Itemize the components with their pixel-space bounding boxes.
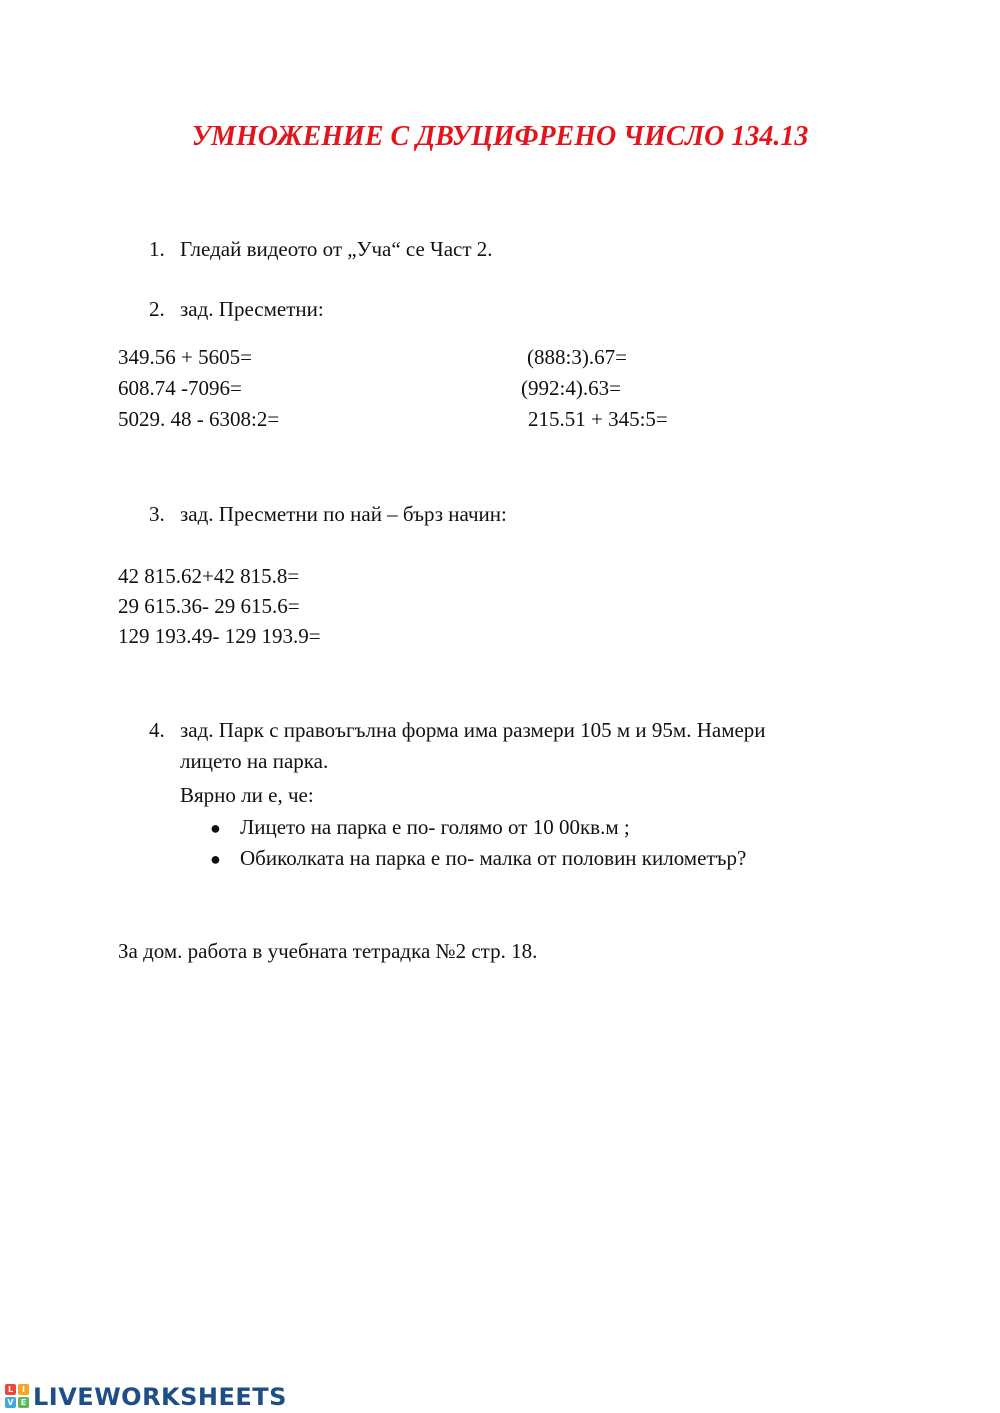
task-4-question: Вярно ли е, че: [180, 783, 314, 807]
logo-block: E [18, 1397, 29, 1408]
task-1 [149, 236, 493, 262]
task-3 [149, 501, 507, 527]
list-item-text: Лицето на парка е по- голямо от 10 00кв.м ; [240, 815, 630, 839]
homework-note: За дом. работа в учебната тетрадка №2 стр. 18. [118, 939, 538, 963]
logo-block: V [5, 1397, 16, 1408]
task-4 [149, 717, 766, 743]
liveworksheets-logo[interactable] [5, 1382, 287, 1412]
task-4-number: 4. [149, 718, 165, 742]
task-2 [149, 296, 324, 322]
task-4-text: зад. Парк с правоъгълна форма има размери 105 м и 95м. Намери [180, 718, 766, 742]
task-2-expression: (992:4).63= [521, 376, 621, 400]
task-2-expression: 5029. 48 - 6308:2= [118, 407, 280, 431]
task-2-expression: 608.74 -7096= [118, 376, 242, 400]
task-2-expression: 349.56 + 5605= [118, 345, 252, 369]
task-2-expression: (888:3).67= [527, 345, 627, 369]
logo-block: L [5, 1384, 16, 1395]
task-4-text-cont: лицето на парка. [180, 749, 329, 773]
task-3-expression: 129 193.49- 129 193.9= [118, 624, 321, 648]
logo-block: I [18, 1384, 29, 1395]
logo-text: LIVEWORKSHEETS [33, 1383, 287, 1411]
task-1-number: 1. [149, 237, 165, 261]
task-3-expression: 29 615.36- 29 615.6= [118, 594, 300, 618]
bullet-icon: ● [210, 818, 221, 838]
task-1-text: Гледай видеото от „Уча“ се Част 2. [180, 237, 493, 261]
task-3-expression: 42 815.62+42 815.8= [118, 564, 300, 588]
task-2-number: 2. [149, 297, 165, 321]
list-item-text: Обиколката на парка е по- малка от половин километър? [240, 846, 747, 870]
bullet-icon: ● [210, 849, 221, 869]
task-2-text: зад. Пресметни: [180, 297, 324, 321]
list-item [210, 845, 746, 872]
page-title: УМНОЖЕНИЕ С ДВУЦИФРЕНО ЧИСЛО 134.13 [191, 121, 809, 152]
logo-blocks-icon [5, 1384, 31, 1410]
task-3-text: зад. Пресметни по най – бърз начин: [180, 502, 507, 526]
list-item [210, 814, 630, 841]
task-2-expression: 215.51 + 345:5= [528, 407, 668, 431]
task-3-number: 3. [149, 502, 165, 526]
